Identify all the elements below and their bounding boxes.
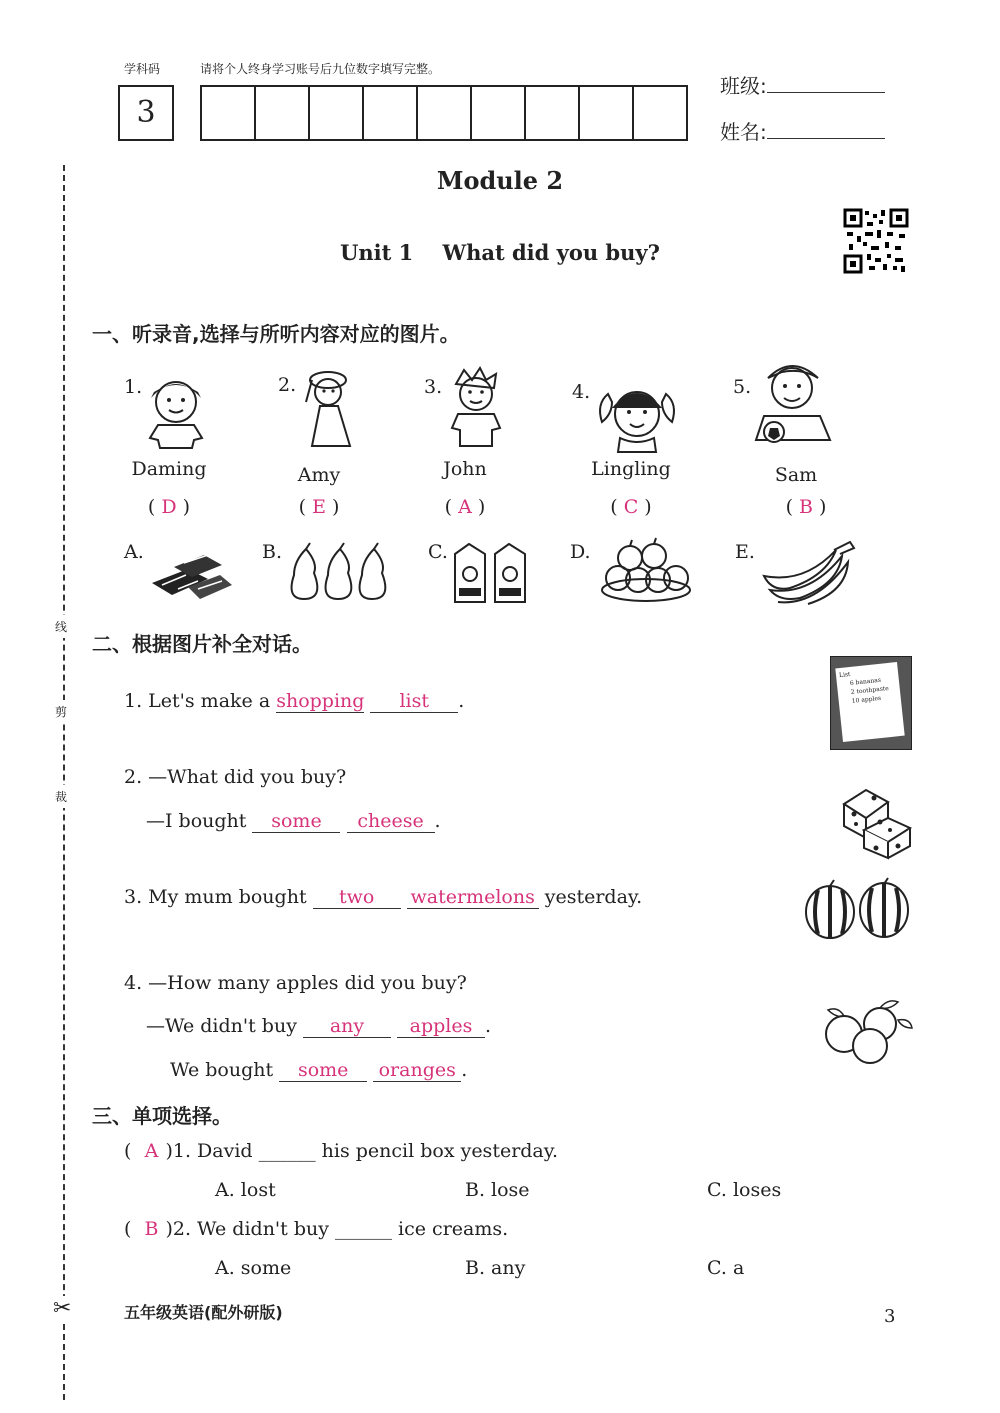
watermelons-icon <box>804 876 912 940</box>
s2-question-4-line2 <box>146 1015 491 1038</box>
boy-sam-icon <box>752 356 836 446</box>
instruction-text: 请将个人终身学习账号后九位数字填写完整。 <box>200 62 441 76</box>
q4-blank-2[interactable]: apples <box>397 1015 485 1038</box>
boy-john-icon <box>436 364 516 448</box>
digit-box[interactable] <box>634 87 686 139</box>
name-label: 姓名: <box>720 120 767 144</box>
girl-lingling-icon <box>590 374 684 454</box>
scissors-icon: ✂ <box>53 1296 72 1321</box>
digit-box[interactable] <box>310 87 364 139</box>
side-label-line: 线 <box>55 615 67 638</box>
subject-code-box: 3 <box>118 85 174 141</box>
mc-answer-2[interactable]: B <box>144 1218 159 1240</box>
list-item: 2 toothpaste <box>850 684 890 696</box>
mc-question-2 <box>124 1218 508 1240</box>
q1-blank-2[interactable]: list <box>370 690 458 713</box>
answer-text: A <box>458 496 472 518</box>
cut-line <box>63 165 65 1400</box>
q1-prefix: 1. Let's make a <box>124 690 271 712</box>
mc-option[interactable]: B. lose <box>465 1179 530 1201</box>
list-item: 10 apples <box>851 694 882 705</box>
digit-box[interactable] <box>202 87 256 139</box>
subject-code-label: 学科码 <box>124 62 161 76</box>
shopping-list-picture <box>830 656 912 750</box>
section2-heading: 二、根据图片补全对话。 <box>92 632 312 656</box>
qr-code-icon <box>843 208 909 274</box>
person-name: Lingling <box>591 458 671 480</box>
person-name: Daming <box>131 458 207 480</box>
answer-text: E <box>312 496 326 518</box>
q3-end: yesterday. <box>544 886 643 908</box>
side-label-cut: 剪 <box>55 700 67 723</box>
person-number: 5. <box>733 376 752 398</box>
girl-amy-icon <box>290 366 370 450</box>
answer-text: B <box>799 496 813 518</box>
digit-box[interactable] <box>472 87 526 139</box>
q2-blank-1[interactable]: some <box>252 810 340 833</box>
person-number: 3. <box>424 376 443 398</box>
q1-blank-1[interactable]: shopping <box>276 690 365 712</box>
s2-question-2-line1: 2. —What did you buy? <box>124 766 347 788</box>
person-number: 4. <box>572 381 591 403</box>
mc-option[interactable]: A. lost <box>215 1179 276 1201</box>
unit-title: Unit 1 What did you buy? <box>340 240 660 265</box>
s2-question-4-line1: 4. —How many apples did you buy? <box>124 972 467 994</box>
person-number: 2. <box>278 374 297 396</box>
account-digit-boxes[interactable] <box>200 85 688 141</box>
mc-answer-1[interactable]: A <box>144 1140 159 1162</box>
person-name: Amy <box>297 464 341 486</box>
apples-plate-icon <box>600 538 692 604</box>
mc-option[interactable]: A. some <box>215 1257 292 1279</box>
q3-blank-2[interactable]: watermelons <box>407 886 539 909</box>
answer-slot[interactable]: ( A ) <box>444 496 486 518</box>
option-label: E. <box>735 541 755 563</box>
answer-slot[interactable]: ( D ) <box>147 496 191 518</box>
boy-daming-icon <box>136 370 216 450</box>
q2-blank-2[interactable]: cheese <box>347 810 435 833</box>
footer-book-title: 五年级英语(配外研版) <box>124 1303 283 1322</box>
mc-text-1: )1. David ______ his pencil box yesterday. <box>165 1140 559 1162</box>
class-field[interactable] <box>720 70 885 99</box>
person-name: John <box>443 458 487 480</box>
q1-end: . <box>458 690 465 712</box>
digit-box[interactable] <box>364 87 418 139</box>
mc-option[interactable]: C. a <box>707 1257 745 1279</box>
q4-end-1: . <box>485 1015 492 1037</box>
person-number: 1. <box>124 376 143 398</box>
option-label: A. <box>124 541 144 563</box>
answer-slot[interactable]: ( C ) <box>610 496 652 518</box>
section1-heading: 一、听录音,选择与所听内容对应的图片。 <box>92 322 460 346</box>
paren-open: ( <box>124 1218 138 1240</box>
s2-question-1 <box>124 690 464 713</box>
answer-slot[interactable]: ( E ) <box>298 496 340 518</box>
mc-option[interactable]: B. any <box>465 1257 526 1279</box>
class-label: 班级: <box>720 74 767 98</box>
q4-prefix-2: We bought <box>170 1059 274 1081</box>
paren-open: ( <box>124 1140 138 1162</box>
chocolate-icon <box>148 545 234 601</box>
option-label: C. <box>428 541 448 563</box>
list-item: 6 bananas <box>849 676 882 687</box>
mc-option[interactable]: C. loses <box>707 1179 782 1201</box>
name-field[interactable] <box>720 116 885 145</box>
digit-box[interactable] <box>580 87 634 139</box>
pears-icon <box>284 543 396 603</box>
juice-cartons-icon <box>451 540 533 604</box>
q2-end: . <box>434 810 441 832</box>
q4-prefix-1: —We didn't buy <box>146 1015 297 1037</box>
digit-box[interactable] <box>526 87 580 139</box>
name-blank[interactable] <box>767 138 885 139</box>
cheese-icon <box>836 784 914 860</box>
q4-blank-3[interactable]: some <box>279 1059 367 1082</box>
list-note <box>835 662 904 742</box>
q3-blank-1[interactable]: two <box>313 886 401 909</box>
page-number: 3 <box>884 1306 896 1327</box>
q3-prefix: 3. My mum bought <box>124 886 307 908</box>
answer-text: D <box>161 496 177 518</box>
s2-question-4-line3 <box>170 1059 467 1082</box>
mc-question-1 <box>124 1140 558 1162</box>
q4-blank-1[interactable]: any <box>303 1015 391 1038</box>
answer-slot[interactable]: ( B ) <box>785 496 827 518</box>
answer-text: C <box>623 496 639 518</box>
option-label: B. <box>262 541 283 563</box>
q4-blank-4[interactable]: oranges <box>373 1059 461 1082</box>
side-label-cut2: 裁 <box>55 785 67 808</box>
s2-question-2-line2 <box>146 810 441 833</box>
module-title: Module 2 <box>436 166 564 195</box>
person-name: Sam <box>774 464 818 486</box>
q4-end-2: . <box>461 1059 468 1081</box>
oranges-icon <box>818 994 914 1064</box>
list-title: List <box>838 670 851 680</box>
bananas-icon <box>760 540 856 606</box>
q2-prefix: —I bought <box>146 810 247 832</box>
mc-text-2: )2. We didn't buy ______ ice creams. <box>165 1218 509 1240</box>
section3-heading: 三、单项选择。 <box>92 1104 232 1128</box>
option-label: D. <box>570 541 591 563</box>
digit-box[interactable] <box>256 87 310 139</box>
digit-box[interactable] <box>418 87 472 139</box>
class-blank[interactable] <box>767 92 885 93</box>
s2-question-3 <box>124 886 642 909</box>
